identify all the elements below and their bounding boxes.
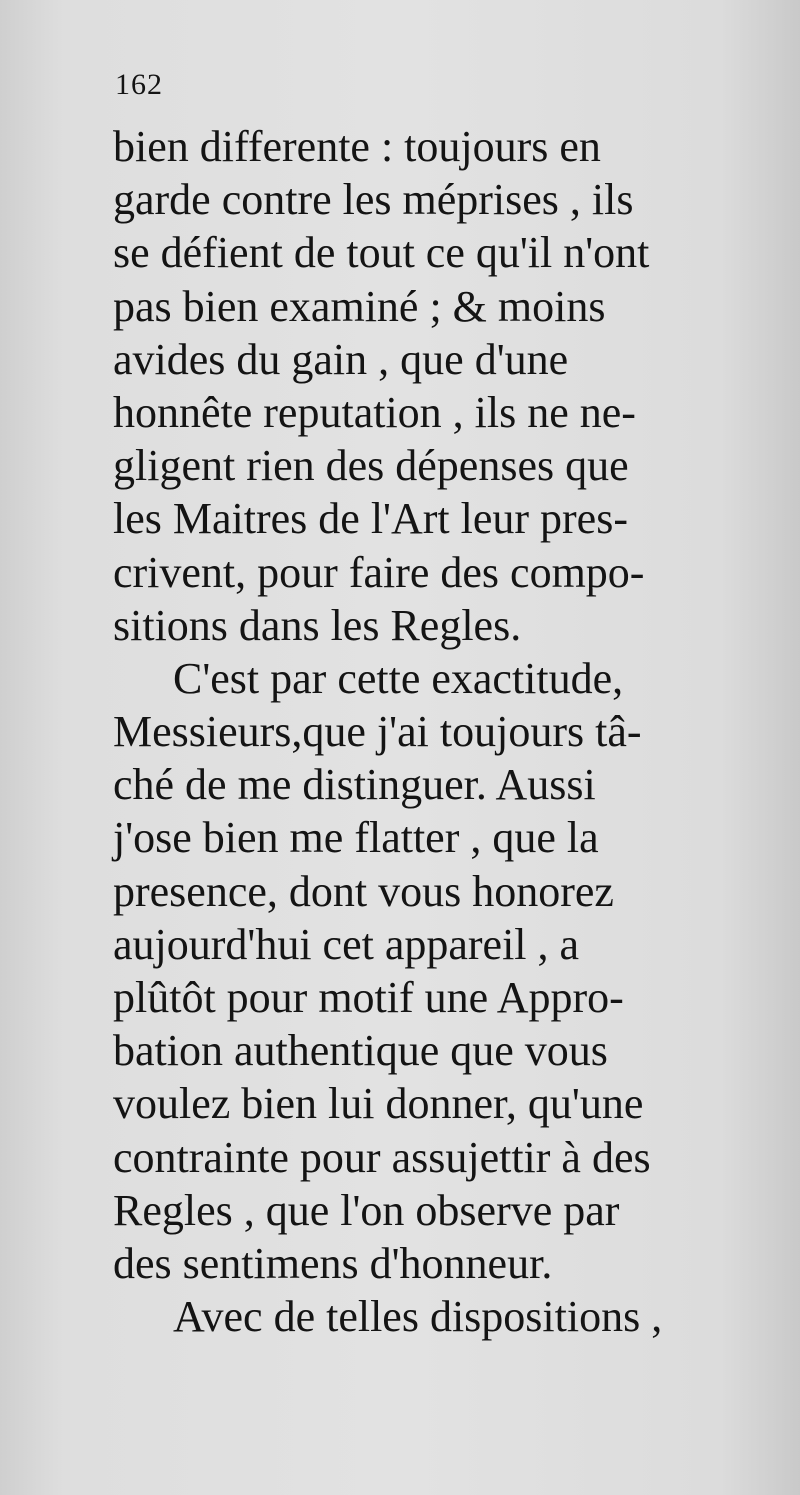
paragraph-start-line: Avec de telles dispositions , <box>173 1292 663 1342</box>
text-line: plûtôt pour motif une Appro- <box>113 973 624 1022</box>
text-line: les Maitres de l'Art leur pres- <box>113 494 628 544</box>
text-line: garde contre les méprises , ils <box>113 175 634 225</box>
text-line: des sentimens d'honneur. <box>113 1238 553 1288</box>
paragraph-start-line: C'est par cette exactitude, <box>173 653 624 703</box>
text-line: gligent rien des dépenses que <box>113 441 629 491</box>
text-line: Regles , que l'on observe par <box>113 1185 620 1235</box>
page-number: 162 <box>115 68 163 101</box>
text-line: Messieurs,que j'ai toujours tâ- <box>113 707 642 757</box>
text-line: bation authentique que vous <box>113 1026 608 1076</box>
text-line: ché de me distinguer. Aussi <box>113 760 596 810</box>
body-text <box>113 120 713 1343</box>
text-line: honnête reputation , ils ne ne- <box>113 387 636 437</box>
text-line: j'ose bien me flatter , que la <box>113 813 599 863</box>
text-line: crivent, pour faire des compo- <box>113 547 645 597</box>
text-line: contrainte pour assujettir à des <box>113 1132 651 1182</box>
text-line: voulez bien lui donner, qu'une <box>113 1079 644 1129</box>
text-line: sitions dans les Regles. <box>113 600 522 650</box>
text-line: pas bien examiné ; & moins <box>113 281 606 331</box>
text-line: presence, dont vous honorez <box>113 866 614 916</box>
text-line: bien differente : toujours en <box>113 122 601 171</box>
text-line: avides du gain , que d'une <box>113 334 569 384</box>
text-line: se défient de tout ce qu'il n'ont <box>113 228 650 278</box>
text-line: aujourd'hui cet appareil , a <box>113 919 580 969</box>
